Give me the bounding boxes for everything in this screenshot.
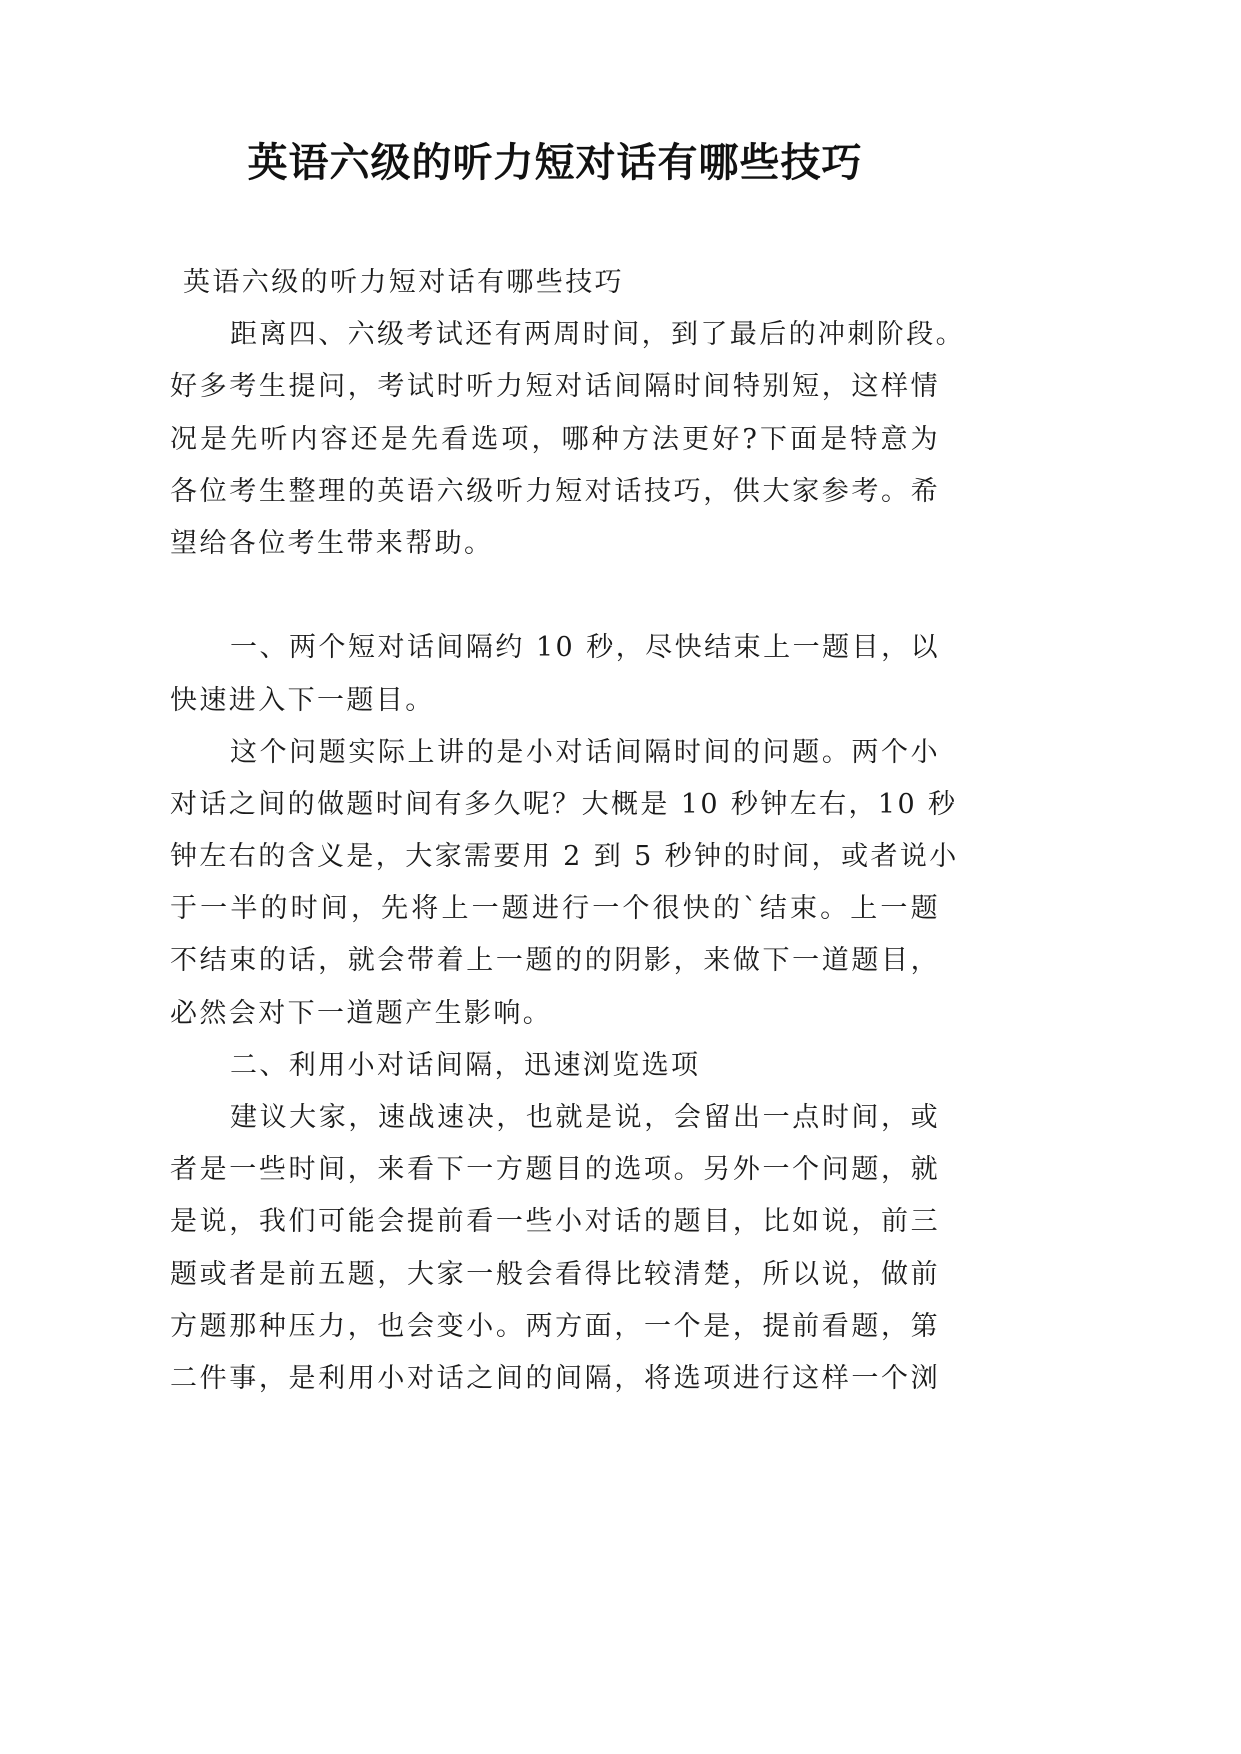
paragraph-line: 于一半的时间，先将上一题进行一个很快的`结束。上一题 bbox=[170, 893, 940, 925]
paragraph-line: 一、两个短对话间隔约 10 秒，尽快结束上一题目，以 bbox=[230, 632, 940, 664]
paragraph-line: 钟左右的含义是，大家需要用 2 到 5 秒钟的时间，或者说小 bbox=[170, 841, 959, 873]
paragraph-line: 这个问题实际上讲的是小对话间隔时间的问题。两个小 bbox=[230, 736, 940, 768]
paragraph bbox=[170, 1092, 940, 1405]
paragraph bbox=[170, 309, 965, 570]
paragraph-line: 二、利用小对话间隔，迅速浏览选项 bbox=[230, 1049, 701, 1081]
paragraph-line: 对话之间的做题时间有多久呢？大概是 10 秒钟左右，10 秒 bbox=[170, 788, 958, 820]
paragraph-line: 者是一些时间，来看下一方题目的选项。另外一个问题，就 bbox=[170, 1154, 940, 1186]
paragraph-line: 二件事，是利用小对话之间的间隔，将选项进行这样一个浏 bbox=[170, 1362, 940, 1394]
paragraph-line: 是说，我们可能会提前看一些小对话的题目，比如说，前三 bbox=[170, 1206, 940, 1238]
blank-line bbox=[170, 570, 940, 622]
section-heading-2 bbox=[170, 1040, 940, 1092]
paragraph-line: 不结束的话，就会带着上一题的的阴影，来做下一道题目， bbox=[170, 945, 940, 977]
paragraph-line: 况是先听内容还是先看选项，哪种方法更好?下面是特意为 bbox=[170, 423, 940, 455]
paragraph bbox=[170, 727, 959, 1040]
section-heading-1 bbox=[170, 622, 940, 726]
article-heading: 英语六级的听力短对话有哪些技巧 bbox=[183, 267, 624, 298]
paragraph-line: 方题那种压力，也会变小。两方面，一个是，提前看题，第 bbox=[170, 1310, 940, 1342]
document-body bbox=[170, 257, 965, 1405]
paragraph-line: 题或者是前五题，大家一般会看得比较清楚，所以说，做前 bbox=[170, 1258, 940, 1290]
paragraph-line: 望给各位考生带来帮助。 bbox=[170, 527, 494, 559]
paragraph-line: 建议大家，速战速决，也就是说，会留出一点时间，或 bbox=[230, 1102, 940, 1133]
paragraph-line: 距离四、六级考试还有两周时间，到了最后的冲刺阶段。 bbox=[230, 319, 965, 351]
paragraph-line: 各位考生整理的英语六级听力短对话技巧，供大家参考。希 bbox=[170, 475, 940, 507]
paragraph-line: 必然会对下一道题产生影响。 bbox=[170, 997, 553, 1029]
paragraph-line: 好多考生提问，考试时听力短对话间隔时间特别短，这样情 bbox=[170, 371, 940, 403]
paragraph-line: 快速进入下一题目。 bbox=[170, 684, 435, 716]
document-title: 英语六级的听力短对话有哪些技巧 bbox=[247, 139, 863, 186]
